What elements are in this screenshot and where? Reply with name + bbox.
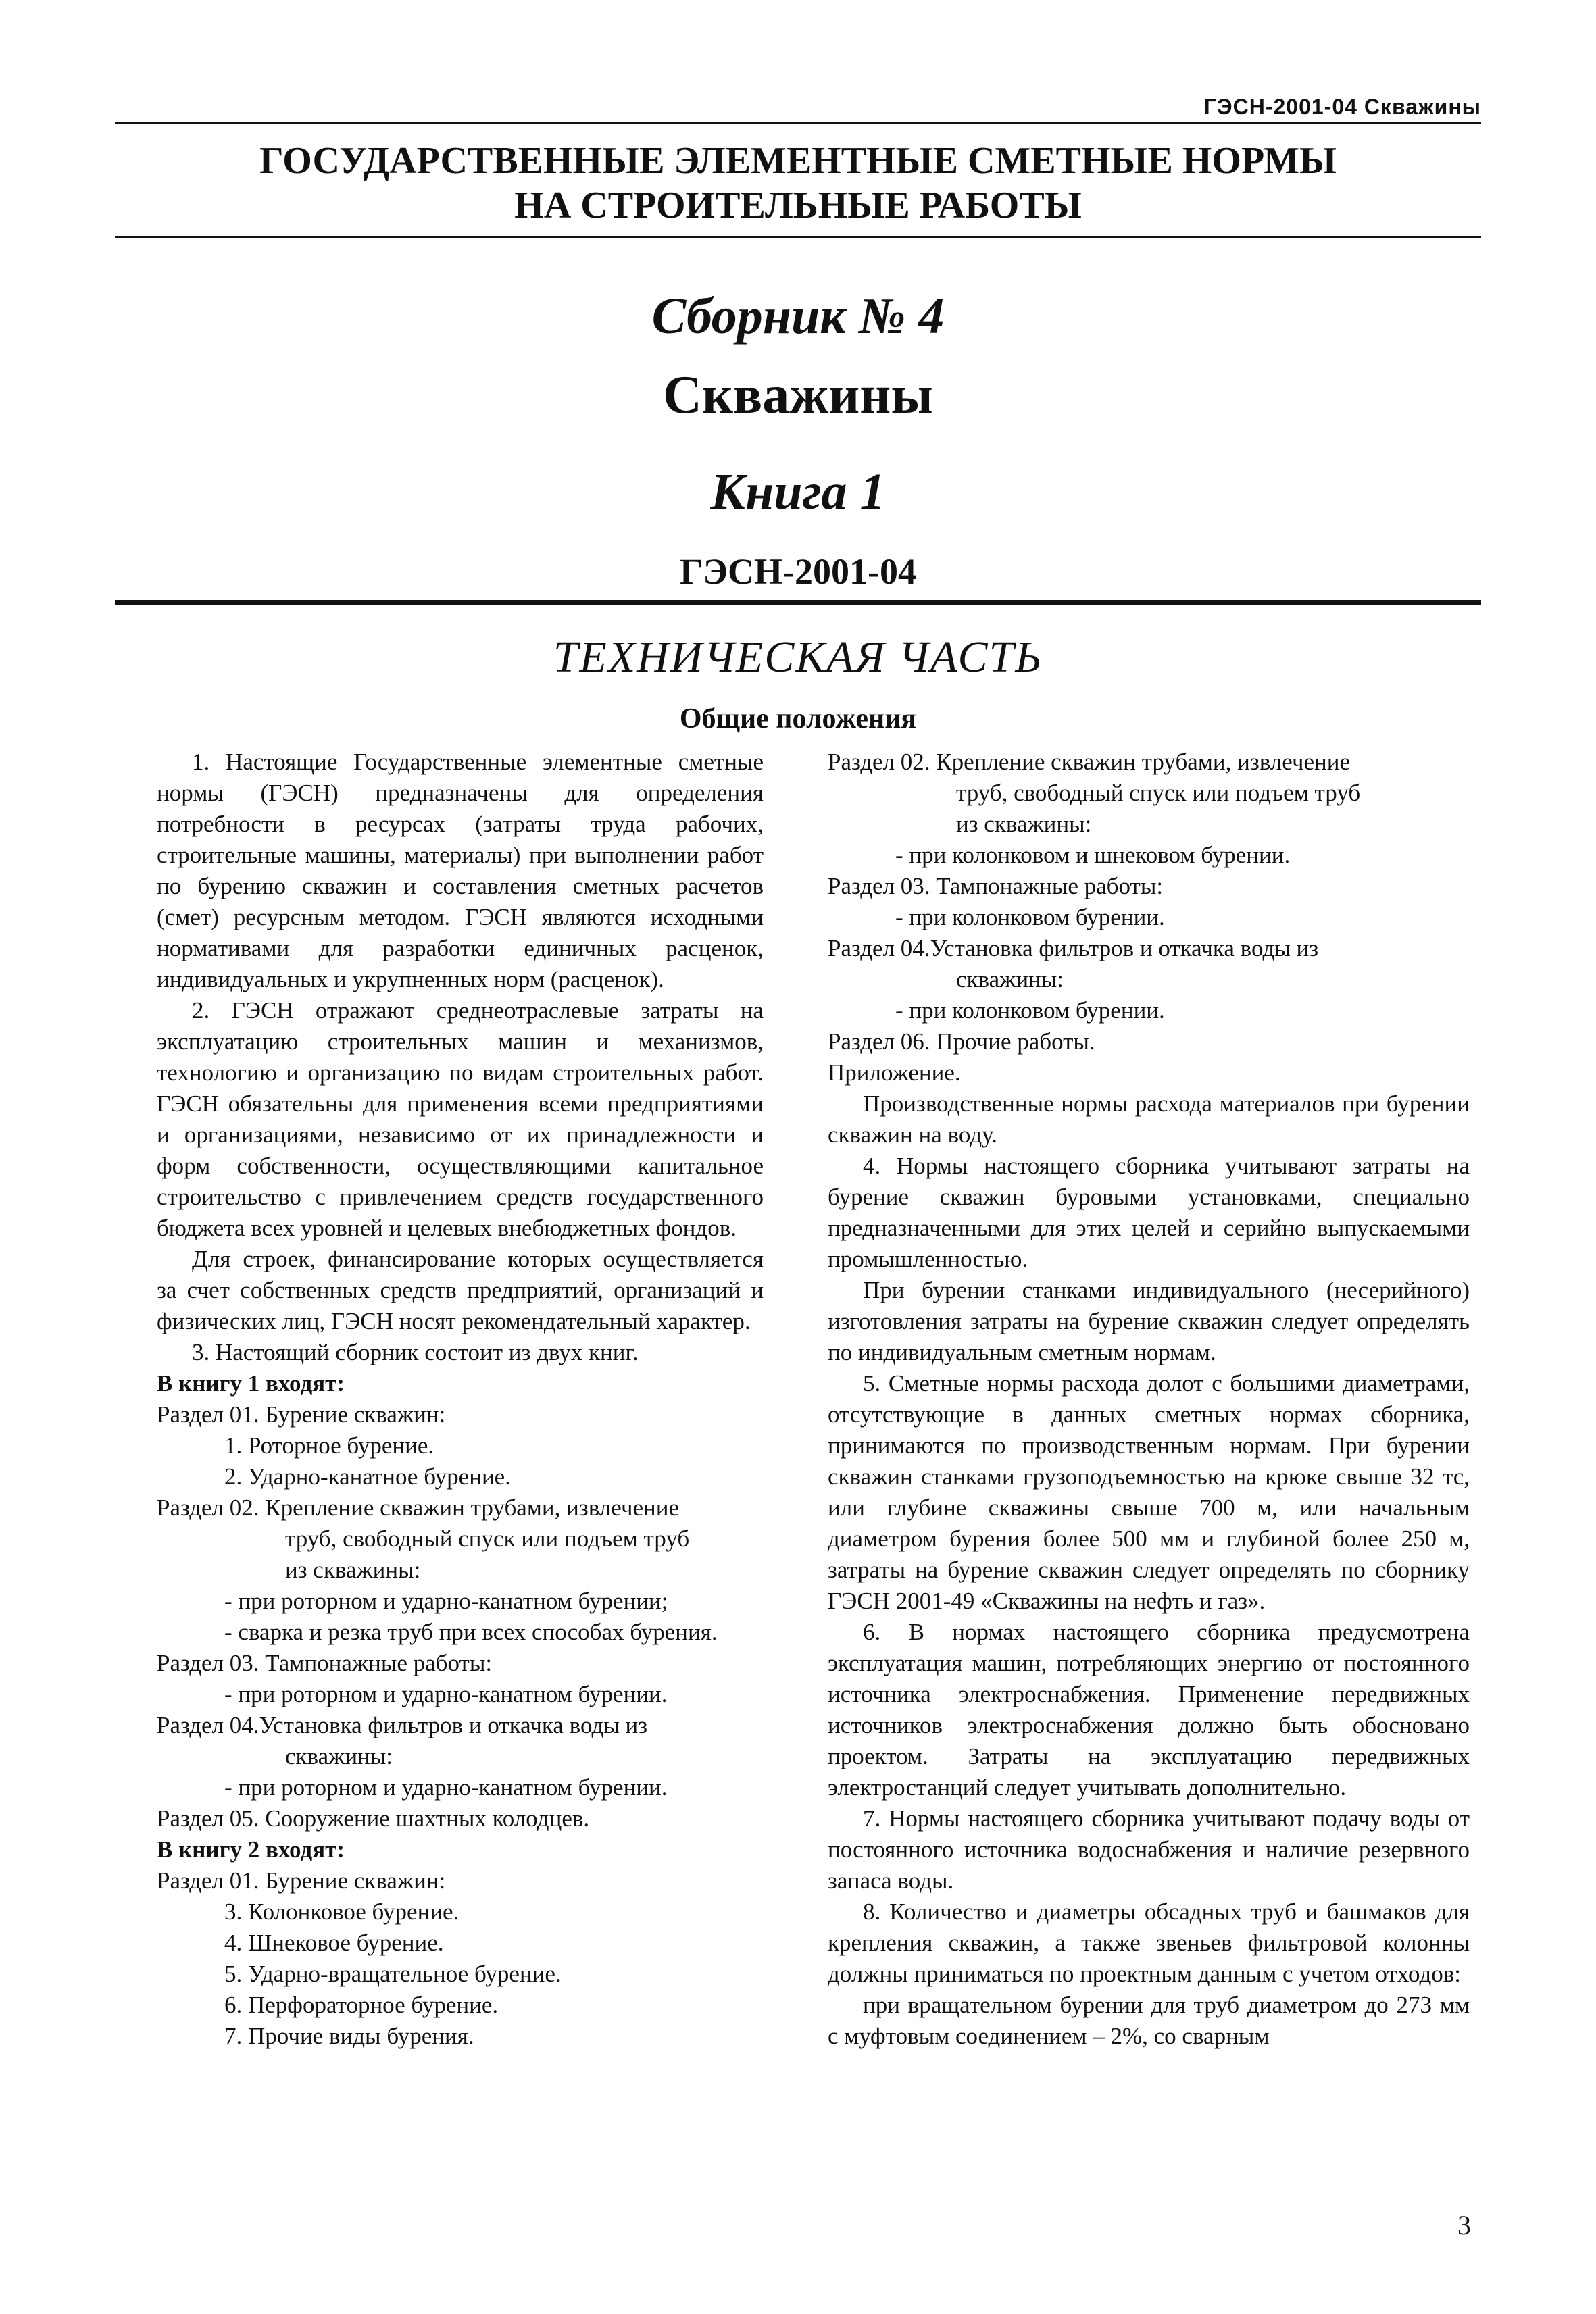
- page-number: 3: [1457, 2210, 1471, 2240]
- section-title: ТЕХНИЧЕСКАЯ ЧАСТЬ: [553, 632, 1043, 682]
- list-item: 5. Ударно-вращательное бурение.: [224, 1961, 562, 1987]
- code-rule: [115, 600, 1481, 605]
- section-02-cont: труб, свободный спуск или подъем труб: [956, 780, 1361, 806]
- list-item: - при колонковом бурении.: [895, 997, 1165, 1024]
- paragraph-3: Для строек, финансирование которых осуществляется за счет собственных средств предприятий, организаций и физических лиц, ГЭСН носят рекомендательный характер.: [157, 1246, 764, 1334]
- section-04: Раздел 04.Установка фильтров и откачка воды из: [157, 1712, 648, 1738]
- appendix: Приложение.: [828, 1059, 961, 1086]
- section-02: Раздел 02. Крепление скважин трубами, извлечение: [828, 749, 1351, 775]
- collection-title: Скважины: [663, 366, 933, 425]
- title-rule: [115, 236, 1481, 238]
- section-02-cont: из скважины:: [956, 811, 1092, 837]
- list-item: - при роторном и ударно-канатном бурении.: [224, 1681, 668, 1707]
- section-04-cont: скважины:: [956, 966, 1064, 992]
- paragraph-4b: При бурении станками индивидуального (несерийного) изготовления затраты на бурение скважин следует определять по индивидуальным сметным нормам.: [828, 1277, 1470, 1365]
- left-column: [157, 747, 764, 2052]
- running-header: ГЭСН-2001-04 Скважины: [1203, 95, 1481, 119]
- list-item: - при колонковом и шнековом бурении.: [895, 842, 1291, 868]
- paragraph-5: 5. Сметные нормы расхода долот с большими диаметрами, отсутствующие в данных сметных нормах сборника, принимаются по производственным нормам. При бурении скважин станками грузоподъемностью на крюке свыше 32 тс, или глубине скважины свыше 700 м, или начальным диаметром бурения более 500 мм и глубиной более 250 м, затраты на бурение скважин следует определять по сборнику ГЭСН 2001-49 «Скважины на нефть и газ».: [828, 1370, 1470, 1614]
- paragraph-1: 1. Настоящие Государственные элементные сметные нормы (ГЭСН) предназначены для определения потребности в ресурсах (затраты труда рабочих, строительные машины, материалы) при выполнении работ по бурению скважин и составления сметных расчетов (смет) ресурсным методом. ГЭСН являются исходными нормативами для разработки единичных расценок, индивидуальных и укрупненных норм (расценок).: [157, 749, 764, 992]
- section-05: Раздел 05. Сооружение шахтных колодцев.: [157, 1805, 590, 1832]
- book-number: Книга 1: [710, 463, 886, 520]
- book1-heading: В книгу 1 входят:: [157, 1370, 345, 1397]
- list-item: 1. Роторное бурение.: [224, 1432, 434, 1459]
- section-subtitle: Общие положения: [679, 703, 917, 734]
- title-line-2: НА СТРОИТЕЛЬНЫЕ РАБОТЫ: [514, 184, 1082, 226]
- list-item: - при роторном и ударно-канатном бурении;: [224, 1588, 668, 1614]
- document-title: [115, 139, 1481, 228]
- collection-number: Сборник № 4: [651, 288, 945, 345]
- list-item: - сварка и резка труб при всех способах бурения.: [224, 1619, 718, 1645]
- list-item: 2. Ударно-канатное бурение.: [224, 1463, 511, 1490]
- paragraph-2: 2. ГЭСН отражают среднеотраслевые затраты на эксплуатацию строительных машин и механизмов, технологию и организацию по видам строительных работ. ГЭСН обязательны для применения всеми предприятиями и организациями, независимо от их принадлежности и форм собственности, осуществляющими капитальное строительство с привлечением средств государственного бюджета всех уровней и целевых внебюджетных фондов.: [157, 997, 764, 1241]
- section-06: Раздел 06. Прочие работы.: [828, 1028, 1095, 1055]
- section-04-cont: скважины:: [285, 1743, 393, 1769]
- paragraph-8b: при вращательном бурении для труб диаметром до 273 мм с муфтовым соединением – 2%, со сварным: [828, 1992, 1470, 2049]
- paragraph-production-norms: Производственные нормы расхода материалов при бурении скважин на воду.: [828, 1090, 1470, 1148]
- section-01: Раздел 01. Бурение скважин:: [157, 1401, 446, 1428]
- right-column: [828, 747, 1470, 2052]
- section-02-cont: из скважины:: [285, 1557, 421, 1583]
- list-item: - при роторном и ударно-канатном бурении.: [224, 1774, 668, 1801]
- paragraph-7: 7. Нормы настоящего сборника учитывают подачу воды от постоянного источника водоснабжения и наличие резервного запаса воды.: [828, 1805, 1470, 1894]
- document-code: ГЭСН-2001-04: [680, 551, 916, 592]
- paragraph-6: 6. В нормах настоящего сборника предусмотрена эксплуатация машин, потребляющих энергию от постоянного источника электроснабжения. Применение передвижных источников электроснабжения должно быть обосновано проектом. Затраты на эксплуатацию передвижных электростанций следует учитывать дополнительно.: [828, 1619, 1470, 1801]
- header-rule: [115, 122, 1481, 124]
- list-item: 4. Шнековое бурение.: [224, 1930, 444, 1956]
- list-item: - при колонковом бурении.: [895, 904, 1165, 930]
- title-line-1: ГОСУДАРСТВЕННЫЕ ЭЛЕМЕНТНЫЕ СМЕТНЫЕ НОРМЫ: [259, 140, 1337, 182]
- paragraph-4: 4. Нормы настоящего сборника учитывают затраты на бурение скважин буровыми установками, специально предназначенными для этих целей и серийно выпускаемыми промышленностью.: [828, 1153, 1470, 1272]
- section-03: Раздел 03. Тампонажные работы:: [157, 1650, 493, 1676]
- section-02-cont: труб, свободный спуск или подъем труб: [285, 1526, 690, 1552]
- section-02: Раздел 02. Крепление скважин трубами, извлечение: [157, 1494, 680, 1521]
- paragraph-8: 8. Количество и диаметры обсадных труб и башмаков для крепления скважин, а также звеньев фильтровой колонны должны приниматься по проектным данным с учетом отходов:: [828, 1898, 1470, 1987]
- list-item: 3. Колонковое бурение.: [224, 1898, 459, 1925]
- section-04: Раздел 04.Установка фильтров и откачка воды из: [828, 935, 1319, 961]
- list-item: 6. Перфораторное бурение.: [224, 1992, 499, 2018]
- paragraph-4: 3. Настоящий сборник состоит из двух книг.: [192, 1339, 639, 1365]
- list-item: 7. Прочие виды бурения.: [224, 2023, 474, 2049]
- section-03: Раздел 03. Тампонажные работы:: [828, 873, 1164, 899]
- book2-section-01: Раздел 01. Бурение скважин:: [157, 1867, 446, 1894]
- book2-heading: В книгу 2 входят:: [157, 1836, 345, 1863]
